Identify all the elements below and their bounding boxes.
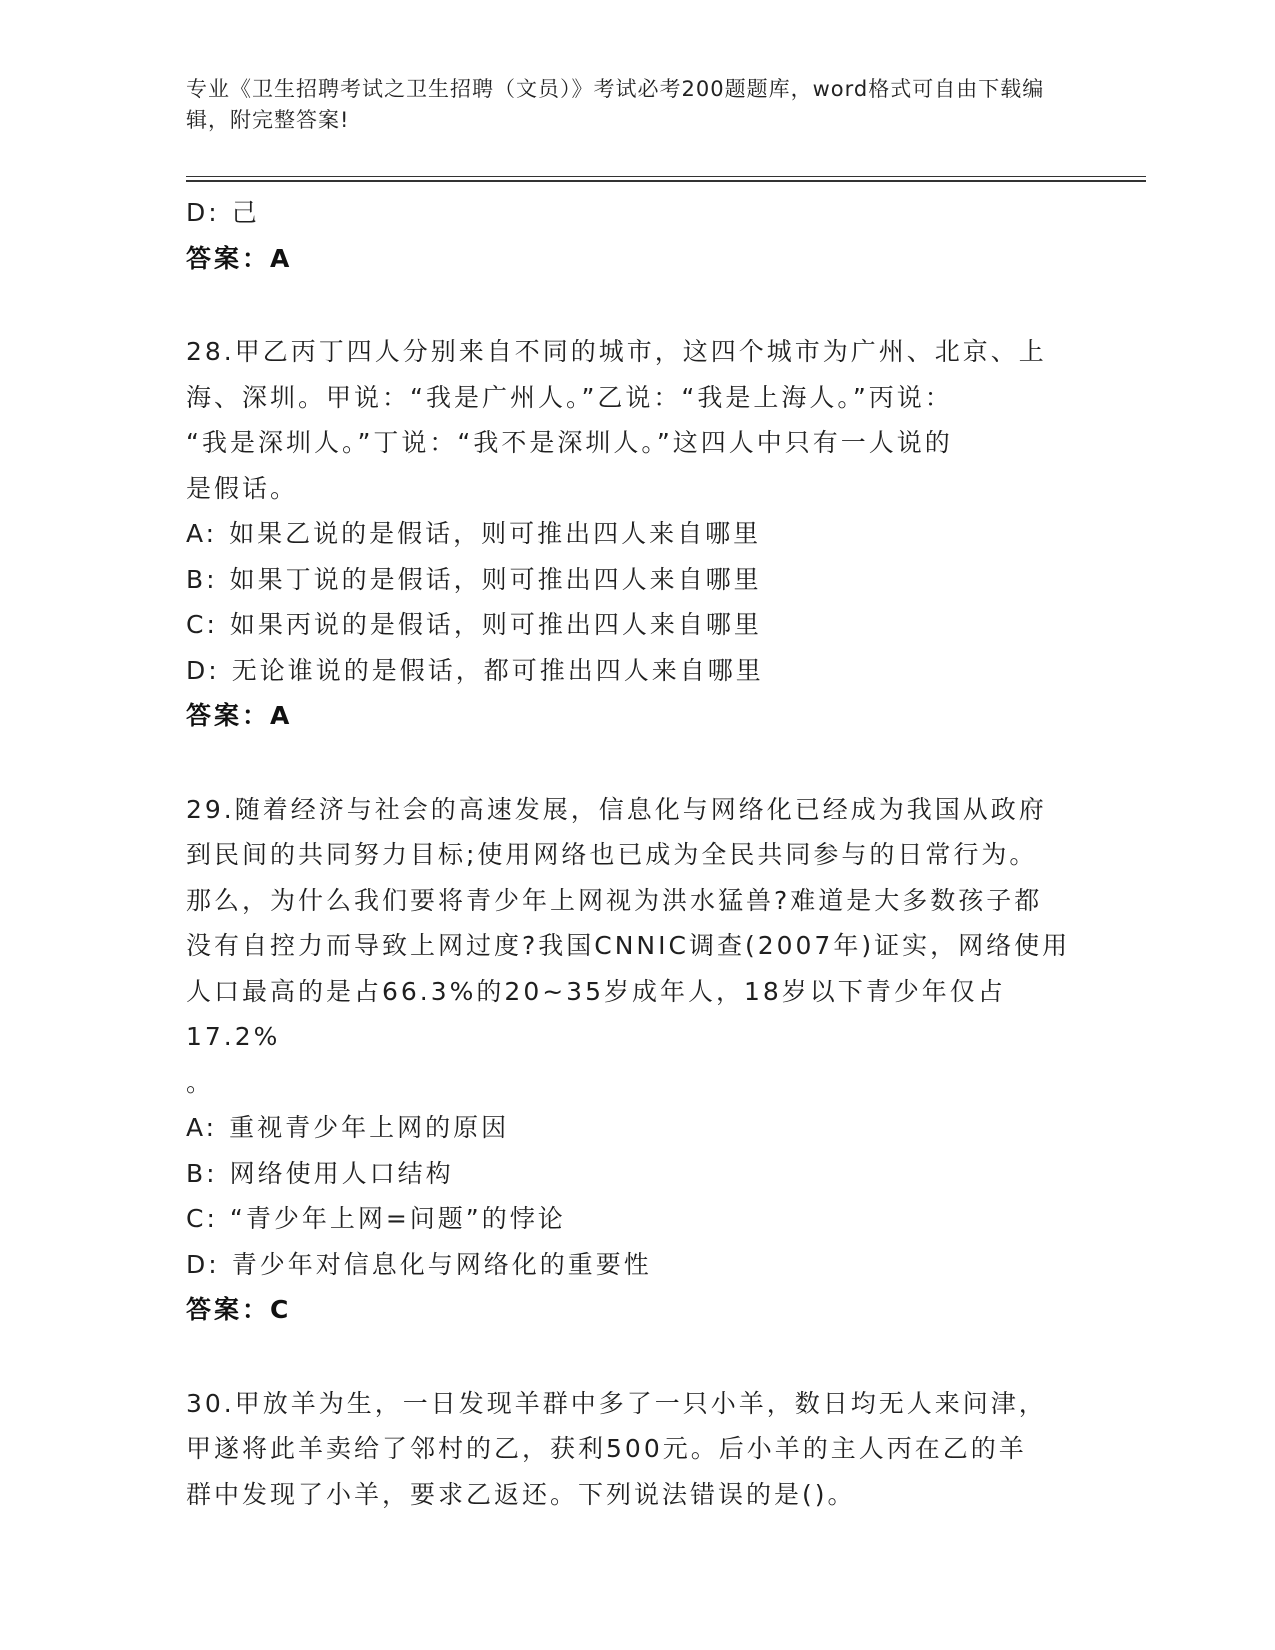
- answer: 答案：C: [186, 1295, 292, 1324]
- option-text: 无论谁说的是假话，都可推出四人来自哪里: [231, 655, 764, 685]
- question-text: 29.随着经济与社会的高速发展，信息化与网络化已经成为我国从政府 到民间的共同努力目标;使用网络也已成为全民共同参与的日常行为。 那么，为什么我们要将青少年上网视为洪水猛兽?难道是大多数孩子都 没有自控力而导致上网过度?我国CNNIC调查(2007年)证实，网络使用 人口最高的是占66.3%的20~35岁成年人，18岁以下青少年仅占17.2% 。: [186, 794, 1071, 1097]
- option-text: 网络使用人口结构: [229, 1158, 454, 1188]
- option-label: D:: [186, 655, 220, 685]
- option-label: A:: [186, 519, 218, 548]
- option-c: [186, 602, 1086, 648]
- document-body: [186, 190, 1086, 1517]
- question-29: [186, 787, 1086, 1333]
- option-text: 己: [231, 198, 260, 227]
- option-b: [186, 1151, 1086, 1197]
- option-text: 如果丁说的是假话，则可推出四人来自哪里: [229, 564, 762, 594]
- option-text: 如果乙说的是假话，则可推出四人来自哪里: [229, 519, 762, 548]
- option-label: B:: [186, 564, 218, 594]
- option-label: B:: [186, 1158, 218, 1188]
- option-text: 青少年对信息化与网络化的重要性: [231, 1249, 652, 1279]
- document-header-title: 专业《卫生招聘考试之卫生招聘（文员）》考试必考200题题库，word格式可自由下载编辑，附完整答案!: [186, 77, 1045, 132]
- option-label: C:: [186, 1204, 218, 1233]
- option-c: [186, 1196, 1086, 1242]
- answer-carryover: 答案：A: [186, 243, 293, 273]
- question-30: [186, 1381, 1086, 1518]
- header-divider-thick: [186, 180, 1146, 182]
- option-label: A:: [186, 1113, 218, 1142]
- question-text: 28.甲乙丙丁四人分别来自不同的城市，这四个城市为广州、北京、上 海、深圳。甲说：“我是广州人。”乙说：“我是上海人。”丙说： “我是深圳人。”丁说：“我不是深圳人。”这四人中只有一人说的 是假话。: [186, 337, 1047, 503]
- header-divider-thin: [186, 176, 1146, 177]
- option-d: [186, 648, 1086, 694]
- option-d-carryover: [186, 190, 1086, 236]
- option-text: 如果丙说的是假话，则可推出四人来自哪里: [229, 610, 762, 639]
- option-label: D:: [186, 198, 220, 227]
- option-a: [186, 1105, 1086, 1151]
- option-a: [186, 511, 1086, 557]
- option-label: C:: [186, 610, 218, 639]
- option-d: [186, 1242, 1086, 1288]
- option-text: “青少年上网=问题”的悖论: [229, 1204, 566, 1233]
- answer: 答案：A: [186, 701, 293, 730]
- option-b: [186, 557, 1086, 603]
- option-label: D:: [186, 1249, 220, 1279]
- question-text: 30.甲放羊为生，一日发现羊群中多了一只小羊，数日均无人来问津， 甲遂将此羊卖给了邻村的乙，获利500元。后小羊的主人丙在乙的羊 群中发现了小羊，要求乙返还。下列说法错误的是()。: [186, 1388, 1047, 1509]
- option-text: 重视青少年上网的原因: [229, 1113, 510, 1142]
- question-28: [186, 329, 1086, 739]
